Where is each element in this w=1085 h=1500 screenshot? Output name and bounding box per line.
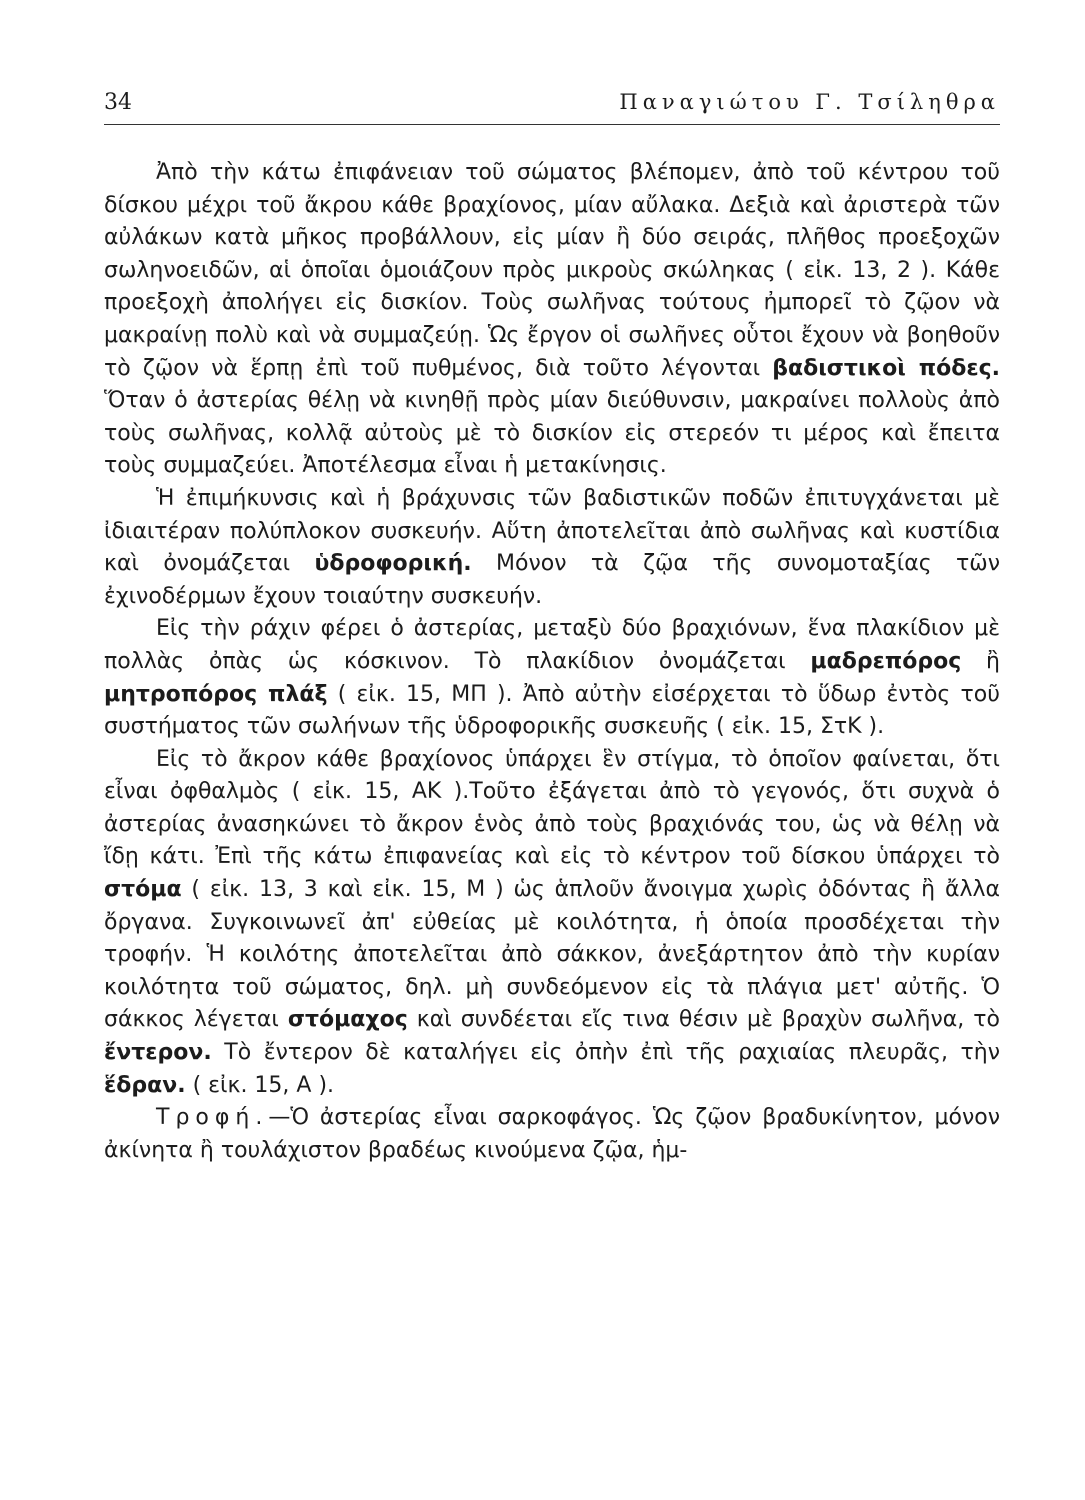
text-segment: Ἡ ἐπιμήκυνσις καὶ ἡ βράχυνσις τῶν βαδιστικῶν ποδῶν ἐπιτυγχάνεται μὲ ἰδιαιτέραν πολύπλοκον συσκευήν. Αὕτη ἀποτελεῖται ἀπὸ σωλῆνας καὶ κυστίδια καὶ ὀνομάζεται <box>104 485 1000 577</box>
text-segment: ( εἰκ. 13, 3 καὶ εἰκ. 15, Μ ) ὡς ἁπλοῦν ἄνοιγμα χωρὶς ὀδόντας ἢ ἄλλα ὄργανα. Συγκοινωνεῖ ἀπ' εὐθείας μὲ κοιλότητα, ἡ ὁποία προσδέχεται τὴν τροφήν. Ἡ κοιλότης ἀποτελεῖται ἀπὸ σάκκον, ἀνεξάρτητον ἀπὸ τὴν κυρίαν κοιλότητα τοῦ σώματος, δηλ. μὴ συνδεόμενον εἰς τὰ πλάγια μετ' αὐτῆς. Ὁ σάκκος λέγεται <box>104 877 1000 1033</box>
bold-term: ἔντερον. <box>104 1040 212 1066</box>
bold-term: βαδιστικοὶ πόδες. <box>772 355 1001 381</box>
text-segment: Ἀπὸ τὴν κάτω ἐπιφάνειαν τοῦ σώματος βλέπομεν, ἀπὸ τοῦ κέντρου τοῦ δίσκου μέχρι τοῦ ἄκρου κάθε βραχίονος, μίαν αὔλακα. Δεξιὰ καὶ ἀριστερὰ τῶν αὐλάκων κατὰ μῆκος προβάλλουν, εἰς μίαν ἢ δύο σειράς, πλῆθος προεξοχῶν σωληνοειδῶν, αἱ ὁποῖαι ὁμοιάζουν πρὸς μικροὺς σκώληκας ( εἰκ. 13, 2 ). Κάθε προεξοχὴ ἀπολήγει εἰς δισκίον. Τοὺς σωλῆνας τούτους ἠμπορεῖ τὸ ζῷον νὰ μακραίνῃ πολὺ καὶ νὰ συμμαζεύῃ. Ὡς ἔργον οἱ σωλῆνες οὗτοι ἔχουν νὰ βοηθοῦν τὸ ζῷον νὰ ἕρπῃ ἐπὶ τοῦ πυθμένος, διὰ τοῦτο λέγονται <box>104 160 1000 381</box>
paragraph <box>104 744 1000 1103</box>
paragraph <box>104 157 1000 483</box>
running-title: Παναγιώτου Γ. Τσίληθρα <box>619 90 1000 114</box>
text-segment: Εἰς τὸ ἄκρον κάθε βραχίονος ὑπάρχει ἓν στίγμα, τὸ ὁποῖον φαίνεται, ὅτι εἶναι ὀφθαλμὸς ( εἰκ. 15, ΑΚ ).Τοῦτο ἐξάγεται ἀπὸ τὸ γεγονός, ὅτι συχνὰ ὁ ἀστερίας ἀνασηκώνει τὸ ἄκρον ἑνὸς ἀπὸ τοὺς βραχιόνάς του, ὡς νὰ θέλῃ νὰ ἴδῃ κάτι. Ἐπὶ τῆς κάτω ἐπιφανείας καὶ εἰς τὸ κέντρον τοῦ δίσκου ὑπάρχει τὸ <box>104 746 1000 870</box>
text-segment: ( εἰκ. 15, ΜΠ ). Ἀπὸ αὐτὴν εἰσέρχεται τὸ ὕδωρ ἐντὸς τοῦ συστήματος τῶν σωλήνων τῆς ὑδροφορικῆς συσκευῆς ( εἰκ. 15, ΣτΚ ). <box>104 681 1000 740</box>
paragraph <box>104 483 1000 613</box>
bold-term: μητροπόρος πλάξ <box>104 681 328 707</box>
text-segment: ( εἰκ. 15, Α ). <box>185 1072 335 1098</box>
page-number: 34 <box>104 90 132 115</box>
text-segment: —Ὁ ἀστερίας εἶναι σαρκοφάγος. Ὡς ζῷον βραδυκίνητον, μόνον ἀκίνητα ἢ τουλάχιστον βραδέως κινούμενα ζῷα, ἡμ- <box>104 1105 1000 1163</box>
text-segment: Τὸ ἔντερον δὲ καταλήγει εἰς ὀπὴν ἐπὶ τῆς ραχιαίας πλευρᾶς, τὴν <box>211 1040 1000 1066</box>
body-text <box>104 157 1000 1167</box>
section-heading: Τροφή. <box>156 1105 269 1131</box>
bold-term: στόμα <box>104 877 182 903</box>
bold-term: μαδρεπόρος <box>810 648 962 674</box>
text-segment: Μόνον τὰ ζῷα τῆς συνομοταξίας τῶν ἐχινοδέρμων ἔχουν τοιαύτην συσκευήν. <box>104 551 1000 609</box>
bold-term: στόμαχος <box>287 1007 408 1033</box>
text-segment: ἢ <box>961 648 1000 674</box>
paragraph <box>104 1102 1000 1167</box>
text-segment: καὶ συνδέεται εἴς τινα θέσιν μὲ βραχὺν σωλῆνα, τὸ <box>407 1007 1001 1033</box>
text-segment: Ὅταν ὁ ἀστερίας θέλῃ νὰ κινηθῇ πρὸς μίαν διεύθυνσιν, μακραίνει πολλοὺς ἀπὸ τοὺς σωλῆνας, κολλᾷ αὐτοὺς μὲ τὸ δισκίον εἰς στερεόν τι μέρος καὶ ἔπειτα τοὺς συμμαζεύει. Ἀποτέλεσμα εἶναι ἡ μετακίνησις. <box>104 388 1000 479</box>
page-header <box>104 88 1000 125</box>
bold-term: ἕδραν. <box>104 1072 186 1098</box>
paragraph <box>104 613 1000 743</box>
bold-term: ὑδροφορική. <box>314 551 472 577</box>
text-segment: Εἰς τὴν ράχιν φέρει ὁ ἀστερίας, μεταξὺ δύο βραχιόνων, ἕνα πλακίδιον μὲ πολλὰς ὀπὰς ὡς κόσκινον. Τὸ πλακίδιον ὀνομάζεται <box>104 616 1000 674</box>
